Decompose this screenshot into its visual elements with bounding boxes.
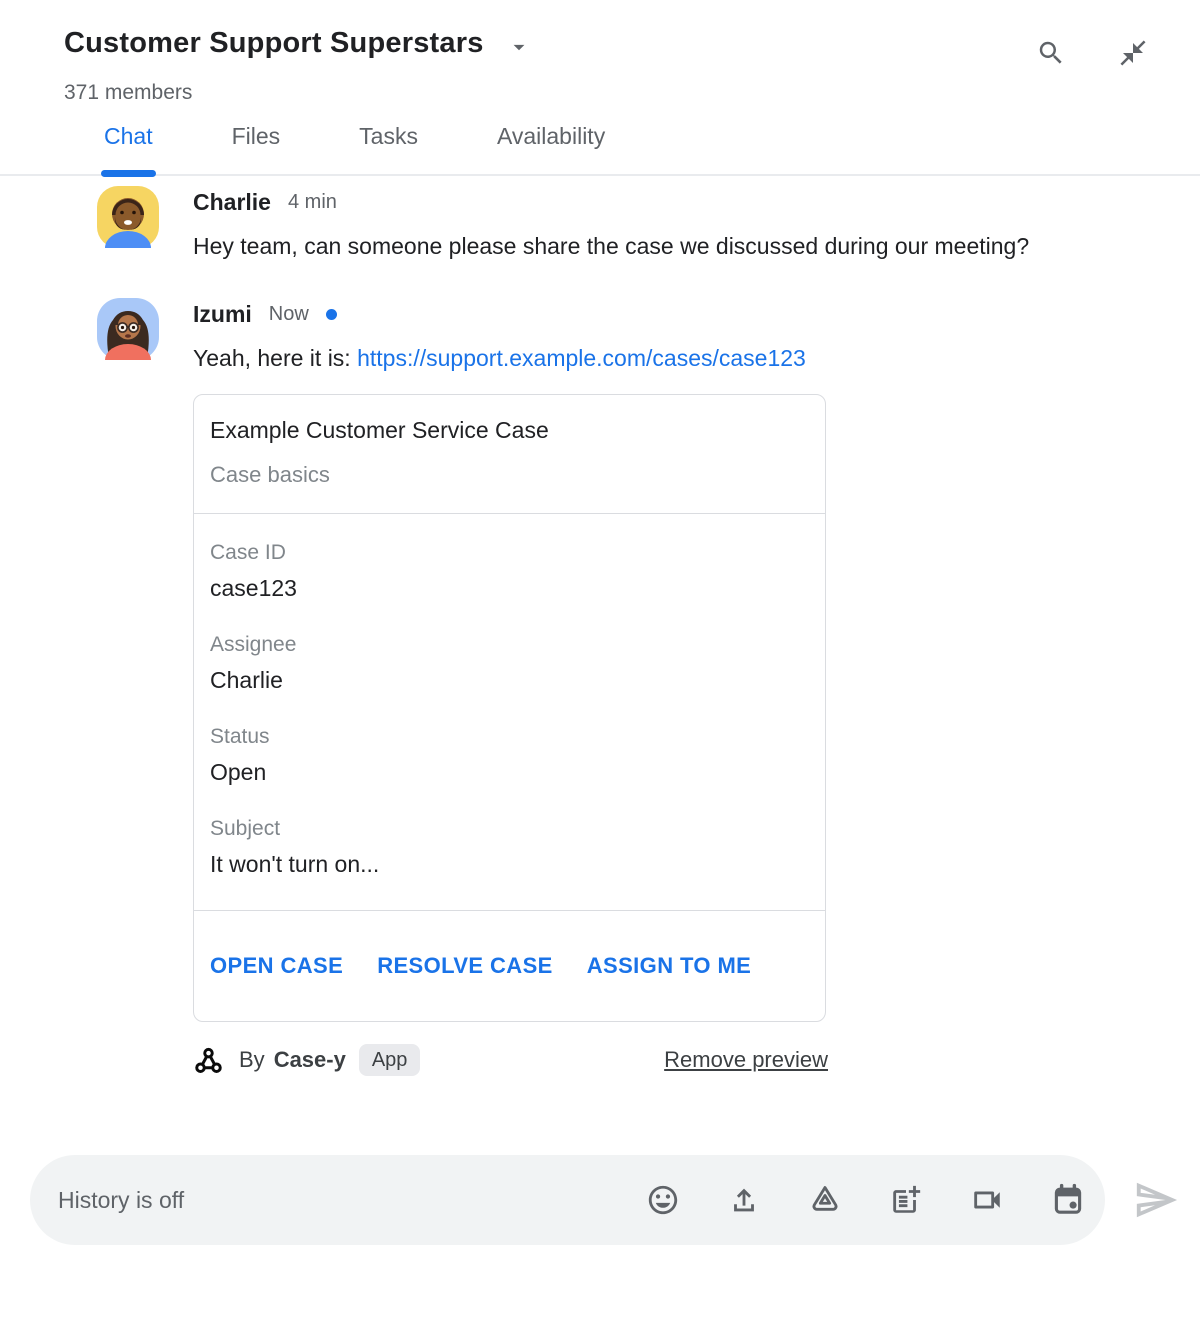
case-preview-card xyxy=(193,394,826,1022)
send-icon[interactable] xyxy=(1133,1177,1179,1223)
field-case-id xyxy=(210,540,809,602)
field-value: Charlie xyxy=(210,667,283,693)
app-name: Case-y xyxy=(273,1047,346,1072)
field-value: It won't turn on... xyxy=(210,851,380,877)
field-label: Status xyxy=(210,725,270,748)
card-fields xyxy=(194,513,825,910)
chevron-down-icon[interactable] xyxy=(506,34,532,60)
by-label: By xyxy=(239,1047,265,1072)
field-label: Case ID xyxy=(210,541,286,564)
composer xyxy=(30,1155,1179,1245)
composer-icons xyxy=(646,1183,1105,1217)
timestamp: 4 min xyxy=(287,190,337,213)
card-actions xyxy=(194,910,825,1021)
field-value: Open xyxy=(210,759,267,785)
field-label: Subject xyxy=(210,817,281,840)
message-charlie xyxy=(97,186,1200,266)
video-call-icon[interactable] xyxy=(970,1183,1004,1217)
drive-icon[interactable] xyxy=(808,1183,842,1217)
resolve-case-button[interactable]: RESOLVE CASE xyxy=(377,953,553,978)
webhook-icon xyxy=(193,1045,224,1076)
sender-name: Izumi xyxy=(193,300,252,327)
field-assignee xyxy=(210,632,809,694)
name-row xyxy=(193,188,1029,216)
card-header xyxy=(194,395,825,513)
case-link[interactable]: https://support.example.com/cases/case123 xyxy=(357,345,806,371)
tab-bar xyxy=(0,123,1200,176)
message-input[interactable]: History is off xyxy=(58,1186,185,1213)
member-count: 371 members xyxy=(64,81,193,104)
tab-chat[interactable]: Chat xyxy=(104,123,153,174)
preview-footer xyxy=(193,1044,828,1076)
header-actions xyxy=(1036,38,1176,68)
upload-icon[interactable] xyxy=(727,1183,761,1217)
sender-name: Charlie xyxy=(193,188,271,215)
message-input-pill xyxy=(30,1155,1105,1245)
message-body xyxy=(193,186,1029,266)
emoji-icon[interactable] xyxy=(646,1183,680,1217)
field-value: case123 xyxy=(210,575,297,601)
search-icon[interactable] xyxy=(1036,38,1066,68)
remove-preview-link[interactable]: Remove preview xyxy=(664,1047,828,1072)
collapse-icon[interactable] xyxy=(1118,38,1148,68)
message-text: Hey team, can someone please share the case we discussed during our meeting? xyxy=(193,233,1030,259)
message-text-prefix: Yeah, here it is: xyxy=(193,345,358,371)
message-izumi xyxy=(97,298,1200,1076)
avatar-izumi xyxy=(97,298,159,360)
timestamp: Now xyxy=(268,302,309,325)
card-title: Example Customer Service Case xyxy=(210,417,549,443)
tab-tasks[interactable]: Tasks xyxy=(359,123,418,149)
field-status xyxy=(210,724,809,786)
room-title[interactable]: Customer Support Superstars xyxy=(64,27,484,59)
presence-dot xyxy=(326,309,337,320)
open-case-button[interactable]: OPEN CASE xyxy=(210,953,344,978)
note-add-icon[interactable] xyxy=(889,1183,923,1217)
app-badge: App xyxy=(359,1044,421,1076)
message-body xyxy=(193,298,828,1076)
calendar-icon[interactable] xyxy=(1051,1183,1085,1217)
message-list xyxy=(0,176,1200,1076)
field-label: Assignee xyxy=(210,633,297,656)
header xyxy=(0,0,1200,68)
tab-availability[interactable]: Availability xyxy=(496,123,606,149)
avatar-charlie xyxy=(97,186,159,248)
tab-files[interactable]: Files xyxy=(231,123,281,149)
name-row xyxy=(193,300,828,328)
assign-to-me-button[interactable]: ASSIGN TO ME xyxy=(586,953,752,978)
card-subtitle: Case basics xyxy=(210,462,330,487)
message-text xyxy=(193,338,828,378)
field-subject xyxy=(210,816,809,878)
